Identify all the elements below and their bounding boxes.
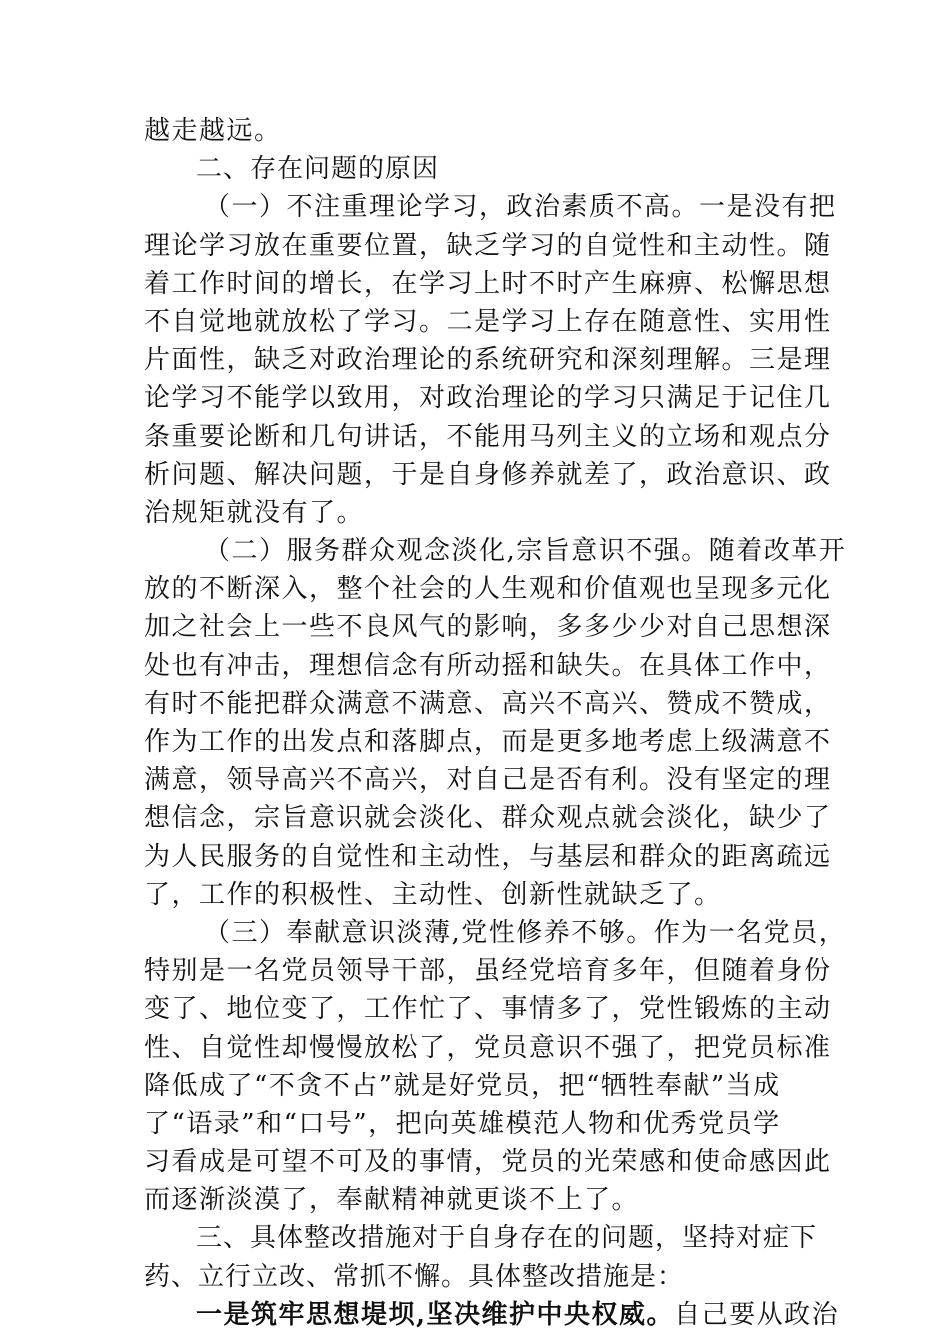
paragraph-line: 了“语录”和“口号”，把向英雄模范人物和优秀党员学 [144,1108,781,1139]
paragraph-line: 变了、地位变了，工作忙了、事情多了，党性锻炼的主动 [144,994,832,1025]
paragraph-line: 为人民服务的自觉性和主动性，与基层和群众的距离疏远 [144,841,832,872]
section-heading-line: 药、立行立改、常抓不懈。具体整改措施是： [144,1261,685,1292]
paragraph-line: 想信念，宗旨意识就会淡化、群众观点就会淡化，缺少了 [144,803,832,834]
paragraph-line: 加之社会上一些不良风气的影响，多多少少对自己思想深 [144,612,832,643]
paragraph-line: 片面性，缺乏对政治理论的系统研究和深刻理解。三是理 [144,345,832,376]
paragraph-line: 条重要论断和几句讲话，不能用马列主义的立场和观点分 [144,421,832,452]
paragraph-line: 有时不能把群众满意不满意、高兴不高兴、赞成不赞成， [144,688,832,719]
document-body [144,112,847,1334]
paragraph-line: 而逐渐淡漠了，奉献精神就更谈不上了。 [144,1185,640,1216]
paragraph-line: 越走越远。 [144,116,282,146]
paragraph-line: 习看成是可望不可及的事情，党员的光荣感和使命感因此 [144,1147,832,1178]
bold-lead-phrase: 一是筑牢思想堤坝,坚决维护中央权威。 [196,1299,675,1330]
paragraph-line: 满意，领导高兴不高兴，对自己是否有利。没有坚定的理 [144,765,832,796]
paragraph-line: 处也有冲击，理想信念有所动摇和缺失。在具体工作中， [144,650,832,681]
section-heading-line: 三、具体整改措施对于自身存在的问题，坚持对症下 [196,1223,818,1254]
paragraph-line: 了，工作的积极性、主动性、创新性就缺乏了。 [144,879,722,910]
paragraph-line: 着工作时间的增长，在学习上时不时产生麻痹、松懈思想 [144,268,832,299]
paragraph-line: 不自觉地就放松了学习。二是学习上存在随意性、实用性 [144,306,832,337]
paragraph-line: 析问题、解决问题，于是自身修养就差了，政治意识、政 [144,459,832,490]
paragraph-line: 治规矩就没有了。 [144,497,365,528]
paragraph-line [144,1296,840,1334]
paragraph-line: 性、自觉性却慢慢放松了，党员意识不强了，把党员标准 [144,1032,832,1063]
paragraph-line: （一）不注重理论学习，政治素质不高。一是没有把 [204,192,837,223]
paragraph-line: 特别是一名党员领导干部，虽经党培育多年，但随着身份 [144,956,832,987]
paragraph-line: 放的不断深入，整个社会的人生观和价值观也呈现多元化 [144,574,832,605]
paragraph-line: 理论学习放在重要位置，缺乏学习的自觉性和主动性。随 [144,230,832,261]
paragraph-line: （二）服务群众观念淡化,宗旨意识不强。随着改革开 [204,536,847,567]
paragraph-line: 论学习不能学以致用，对政治理论的学习只满足于记住几 [144,383,832,414]
paragraph-line: 作为工作的出发点和落脚点，而是更多地考虑上级满意不 [144,727,832,757]
paragraph-line: （三）奉献意识淡薄,党性修养不够。作为一名党员， [204,917,847,948]
paragraph-line: 降低成了“不贪不占”就是好党员，把“牺牲奉献”当成 [144,1070,781,1101]
line-continuation: 自己要从政治 [674,1299,840,1330]
section-heading-line: 二、存在问题的原因 [196,154,440,185]
